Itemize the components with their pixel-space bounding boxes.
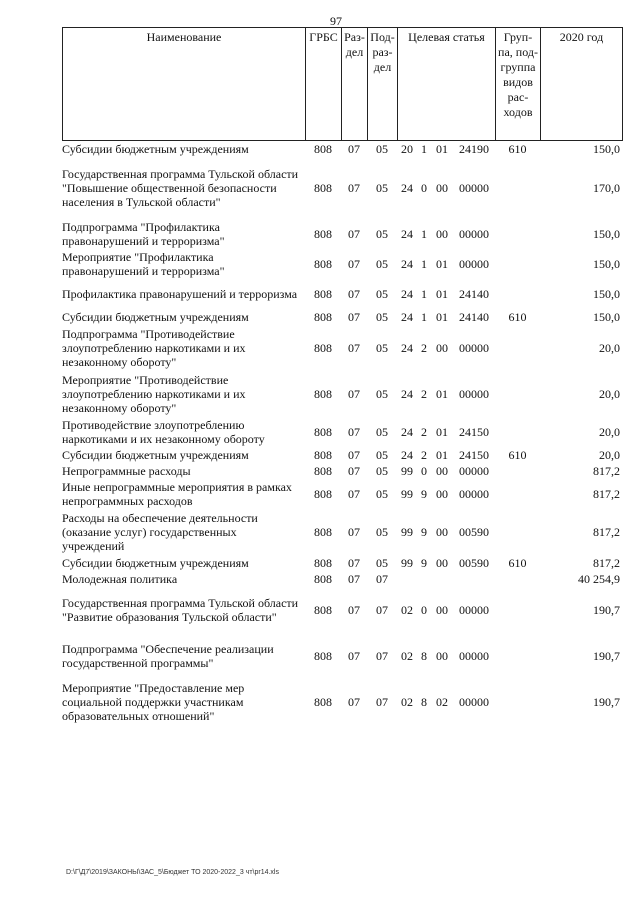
row-expense-group [495, 633, 540, 679]
row-target-program: 24 [401, 257, 413, 271]
row-grbs: 808 [314, 464, 332, 478]
row-grbs: 808 [314, 142, 332, 156]
row-target-event: 00 [436, 464, 448, 478]
row-target-subprogram: 2 [421, 387, 427, 401]
row-name: Подпрограмма "Обеспечение реализации государственной программы" [62, 642, 274, 670]
row-name: Иные непрограммные мероприятия в рамках непрограммных расходов [62, 480, 292, 508]
row-razdel: 07 [348, 448, 360, 462]
row-razdel: 07 [348, 649, 360, 663]
row-grbs: 808 [314, 556, 332, 570]
row-target-subprogram: 1 [421, 227, 427, 241]
row-podrazdel: 05 [376, 487, 388, 501]
row-target-direction: 00590 [459, 556, 489, 570]
row-amount-2020: 817,2 [593, 464, 620, 478]
row-name: Государственная программа Тульской области "Развитие образования Тульской области" [62, 596, 299, 624]
row-name: Мероприятие "Предоставление мер социальной поддержки участникам образовательных отношений" [62, 681, 245, 723]
row-expense-group [495, 249, 540, 279]
table-row [62, 249, 622, 279]
row-razdel: 07 [348, 142, 360, 156]
row-name: Молодежная политика [62, 572, 178, 586]
row-name: Субсидии бюджетным учреждениям [62, 448, 249, 462]
row-target-event: 01 [436, 425, 448, 439]
header-target: Целевая статья [398, 28, 496, 141]
row-target-subprogram: 2 [421, 341, 427, 355]
row-name: Подпрограмма "Профилактика правонарушений и терроризма" [62, 220, 225, 248]
row-expense-group [495, 219, 540, 249]
row-target-direction: 00000 [459, 227, 489, 241]
row-target-program: 99 [401, 464, 413, 478]
row-grbs: 808 [314, 227, 332, 241]
row-podrazdel: 07 [376, 603, 388, 617]
table-row [62, 571, 622, 587]
row-target-subprogram: 2 [421, 425, 427, 439]
row-target-event: 00 [436, 556, 448, 570]
table-row [62, 141, 622, 157]
row-grbs: 808 [314, 603, 332, 617]
row-name: Субсидии бюджетным учреждениям [62, 310, 249, 324]
page-number: 97 [330, 14, 342, 28]
row-amount-2020: 150,0 [593, 257, 620, 271]
row-target-event: 00 [436, 227, 448, 241]
row-name: Мероприятие "Противодействие злоупотреблению наркотиками и их незаконному обороту" [62, 373, 246, 415]
table-body [62, 141, 622, 725]
row-target-direction: 24140 [459, 310, 489, 324]
table-row [62, 417, 622, 447]
row-amount-2020: 20,0 [599, 341, 620, 355]
row-expense-group: 610 [508, 556, 527, 570]
row-expense-group [495, 279, 540, 309]
row-amount-2020: 190,7 [593, 603, 620, 617]
row-target-event: 00 [436, 341, 448, 355]
row-podrazdel: 05 [376, 181, 388, 195]
row-target-event: 00 [436, 649, 448, 663]
row-target-direction [453, 571, 495, 587]
row-target-event: 01 [436, 142, 448, 156]
table-row [62, 463, 622, 479]
row-razdel: 07 [348, 464, 360, 478]
row-target-program: 99 [401, 525, 413, 539]
row-expense-group: 610 [508, 310, 527, 324]
row-target-program: 02 [401, 649, 413, 663]
row-grbs: 808 [314, 425, 332, 439]
row-target-program: 99 [401, 556, 413, 570]
header-razdel: Раз-дел [342, 28, 368, 141]
row-target-program: 24 [401, 448, 413, 462]
table-row [62, 555, 622, 571]
row-amount-2020: 150,0 [593, 142, 620, 156]
row-target-subprogram: 8 [421, 695, 427, 709]
row-expense-group [495, 463, 540, 479]
row-target-event: 01 [436, 310, 448, 324]
row-target-direction: 00000 [459, 695, 489, 709]
row-grbs: 808 [314, 387, 332, 401]
row-grbs: 808 [314, 487, 332, 501]
table-row [62, 219, 622, 249]
row-razdel: 07 [348, 425, 360, 439]
row-name: Противодействие злоупотреблению наркотиками и их незаконному обороту [62, 418, 265, 446]
row-name: Государственная программа Тульской области "Повышение общественной безопасности населения в Тульской области" [62, 167, 299, 209]
row-expense-group: 610 [508, 448, 527, 462]
row-expense-group [495, 371, 540, 417]
row-target-event: 00 [436, 603, 448, 617]
table-row [62, 371, 622, 417]
row-podrazdel: 05 [376, 387, 388, 401]
row-target-program: 20 [401, 142, 413, 156]
row-razdel: 07 [348, 341, 360, 355]
row-grbs: 808 [314, 448, 332, 462]
row-podrazdel: 05 [376, 425, 388, 439]
row-amount-2020: 190,7 [593, 695, 620, 709]
header-year: 2020 год [541, 28, 623, 141]
row-podrazdel: 05 [376, 257, 388, 271]
row-amount-2020: 20,0 [599, 425, 620, 439]
row-target-subprogram: 2 [421, 448, 427, 462]
table-row [62, 479, 622, 509]
row-grbs: 808 [314, 572, 332, 586]
budget-table [62, 27, 622, 725]
row-razdel: 07 [348, 387, 360, 401]
table-row [62, 157, 622, 219]
row-target-program: 24 [401, 181, 413, 195]
row-name: Подпрограмма "Противодействие злоупотреблению наркотиками и их незаконному обороту" [62, 327, 246, 369]
table-row [62, 325, 622, 371]
row-podrazdel: 05 [376, 227, 388, 241]
table-row [62, 509, 622, 555]
row-target-subprogram [417, 571, 431, 587]
row-target-program: 02 [401, 695, 413, 709]
row-target-event: 01 [436, 257, 448, 271]
row-podrazdel: 05 [376, 448, 388, 462]
row-razdel: 07 [348, 695, 360, 709]
row-razdel: 07 [348, 181, 360, 195]
table-row [62, 447, 622, 463]
row-expense-group [495, 571, 540, 587]
row-amount-2020: 190,7 [593, 649, 620, 663]
row-podrazdel: 05 [376, 464, 388, 478]
row-target-subprogram: 1 [421, 142, 427, 156]
row-grbs: 808 [314, 310, 332, 324]
table-row [62, 633, 622, 679]
row-target-program: 24 [401, 227, 413, 241]
row-target-program: 24 [401, 387, 413, 401]
row-amount-2020: 150,0 [593, 310, 620, 324]
header-grbs: ГРБС [306, 28, 342, 141]
row-name: Субсидии бюджетным учреждениям [62, 556, 249, 570]
table-row [62, 587, 622, 633]
row-target-subprogram: 0 [421, 464, 427, 478]
row-target-event: 01 [436, 448, 448, 462]
row-expense-group [495, 479, 540, 509]
row-target-direction: 24140 [459, 287, 489, 301]
row-grbs: 808 [314, 695, 332, 709]
row-expense-group [495, 509, 540, 555]
table-row [62, 309, 622, 325]
row-podrazdel: 05 [376, 525, 388, 539]
row-target-direction: 00590 [459, 525, 489, 539]
row-target-event: 01 [436, 387, 448, 401]
row-razdel: 07 [348, 287, 360, 301]
table-row [62, 679, 622, 725]
row-amount-2020: 20,0 [599, 387, 620, 401]
row-target-program: 24 [401, 310, 413, 324]
row-amount-2020: 150,0 [593, 227, 620, 241]
row-target-direction: 00000 [459, 603, 489, 617]
row-razdel: 07 [348, 310, 360, 324]
row-target-event: 00 [436, 525, 448, 539]
row-target-program: 24 [401, 287, 413, 301]
row-target-event: 00 [436, 181, 448, 195]
row-name: Непрограммные расходы [62, 464, 191, 478]
row-expense-group [495, 679, 540, 725]
row-grbs: 808 [314, 649, 332, 663]
row-podrazdel: 05 [376, 287, 388, 301]
row-podrazdel: 05 [376, 341, 388, 355]
row-target-direction: 24150 [459, 448, 489, 462]
row-razdel: 07 [348, 525, 360, 539]
row-grbs: 808 [314, 341, 332, 355]
row-target-program: 24 [401, 425, 413, 439]
row-grbs: 808 [314, 287, 332, 301]
row-razdel: 07 [348, 572, 360, 586]
row-target-subprogram: 8 [421, 649, 427, 663]
row-razdel: 07 [348, 603, 360, 617]
row-amount-2020: 817,2 [593, 525, 620, 539]
row-amount-2020: 150,0 [593, 287, 620, 301]
row-target-subprogram: 9 [421, 525, 427, 539]
row-target-direction: 00000 [459, 341, 489, 355]
row-target-event: 02 [436, 695, 448, 709]
row-target-direction: 00000 [459, 181, 489, 195]
row-amount-2020: 40 254,9 [578, 572, 620, 586]
row-target-subprogram: 0 [421, 603, 427, 617]
row-expense-group [495, 417, 540, 447]
row-podrazdel: 07 [376, 695, 388, 709]
row-razdel: 07 [348, 257, 360, 271]
row-grbs: 808 [314, 257, 332, 271]
row-razdel: 07 [348, 556, 360, 570]
row-podrazdel: 05 [376, 310, 388, 324]
row-expense-group: 610 [508, 142, 527, 156]
row-amount-2020: 817,2 [593, 487, 620, 501]
row-target-direction: 00000 [459, 257, 489, 271]
row-target-program: 02 [401, 603, 413, 617]
row-expense-group [495, 325, 540, 371]
row-target-subprogram: 1 [421, 310, 427, 324]
row-podrazdel: 07 [376, 649, 388, 663]
row-target-event [431, 571, 453, 587]
row-target-event: 00 [436, 487, 448, 501]
row-target-direction: 00000 [459, 649, 489, 663]
file-path-footer: D:\Г\Д7\2019\ЗАКОНЫ\ЗАС_5\Бюджет ТО 2020-2022_3 чт\pr14.xls [66, 869, 279, 876]
row-target-direction: 24190 [459, 142, 489, 156]
row-podrazdel: 05 [376, 556, 388, 570]
table-header [62, 27, 623, 141]
row-target-direction: 00000 [459, 487, 489, 501]
header-podrazdel: Под-раз-дел [368, 28, 398, 141]
row-target-direction: 24150 [459, 425, 489, 439]
row-razdel: 07 [348, 227, 360, 241]
header-group: Груп-па, под-группа видов рас-ходов [496, 28, 541, 141]
row-expense-group [495, 587, 540, 633]
row-target-program [397, 571, 417, 587]
row-podrazdel: 07 [376, 572, 388, 586]
row-name: Расходы на обеспечение деятельности (оказание услуг) государственных учреждений [62, 511, 258, 553]
row-podrazdel: 05 [376, 142, 388, 156]
row-grbs: 808 [314, 181, 332, 195]
row-target-subprogram: 1 [421, 287, 427, 301]
row-amount-2020: 20,0 [599, 448, 620, 462]
row-amount-2020: 817,2 [593, 556, 620, 570]
row-razdel: 07 [348, 487, 360, 501]
row-name: Профилактика правонарушений и терроризма [62, 287, 298, 301]
row-name: Субсидии бюджетным учреждениям [62, 142, 249, 156]
row-amount-2020: 170,0 [593, 181, 620, 195]
row-name: Мероприятие "Профилактика правонарушений и терроризма" [62, 250, 225, 278]
row-target-direction: 00000 [459, 464, 489, 478]
row-target-subprogram: 1 [421, 257, 427, 271]
row-grbs: 808 [314, 525, 332, 539]
header-name: Наименование [63, 28, 306, 141]
row-target-direction: 00000 [459, 387, 489, 401]
row-target-event: 01 [436, 287, 448, 301]
row-expense-group [495, 157, 540, 219]
row-target-subprogram: 0 [421, 181, 427, 195]
row-target-subprogram: 9 [421, 556, 427, 570]
row-target-program: 99 [401, 487, 413, 501]
table-row [62, 279, 622, 309]
row-target-subprogram: 9 [421, 487, 427, 501]
row-target-program: 24 [401, 341, 413, 355]
